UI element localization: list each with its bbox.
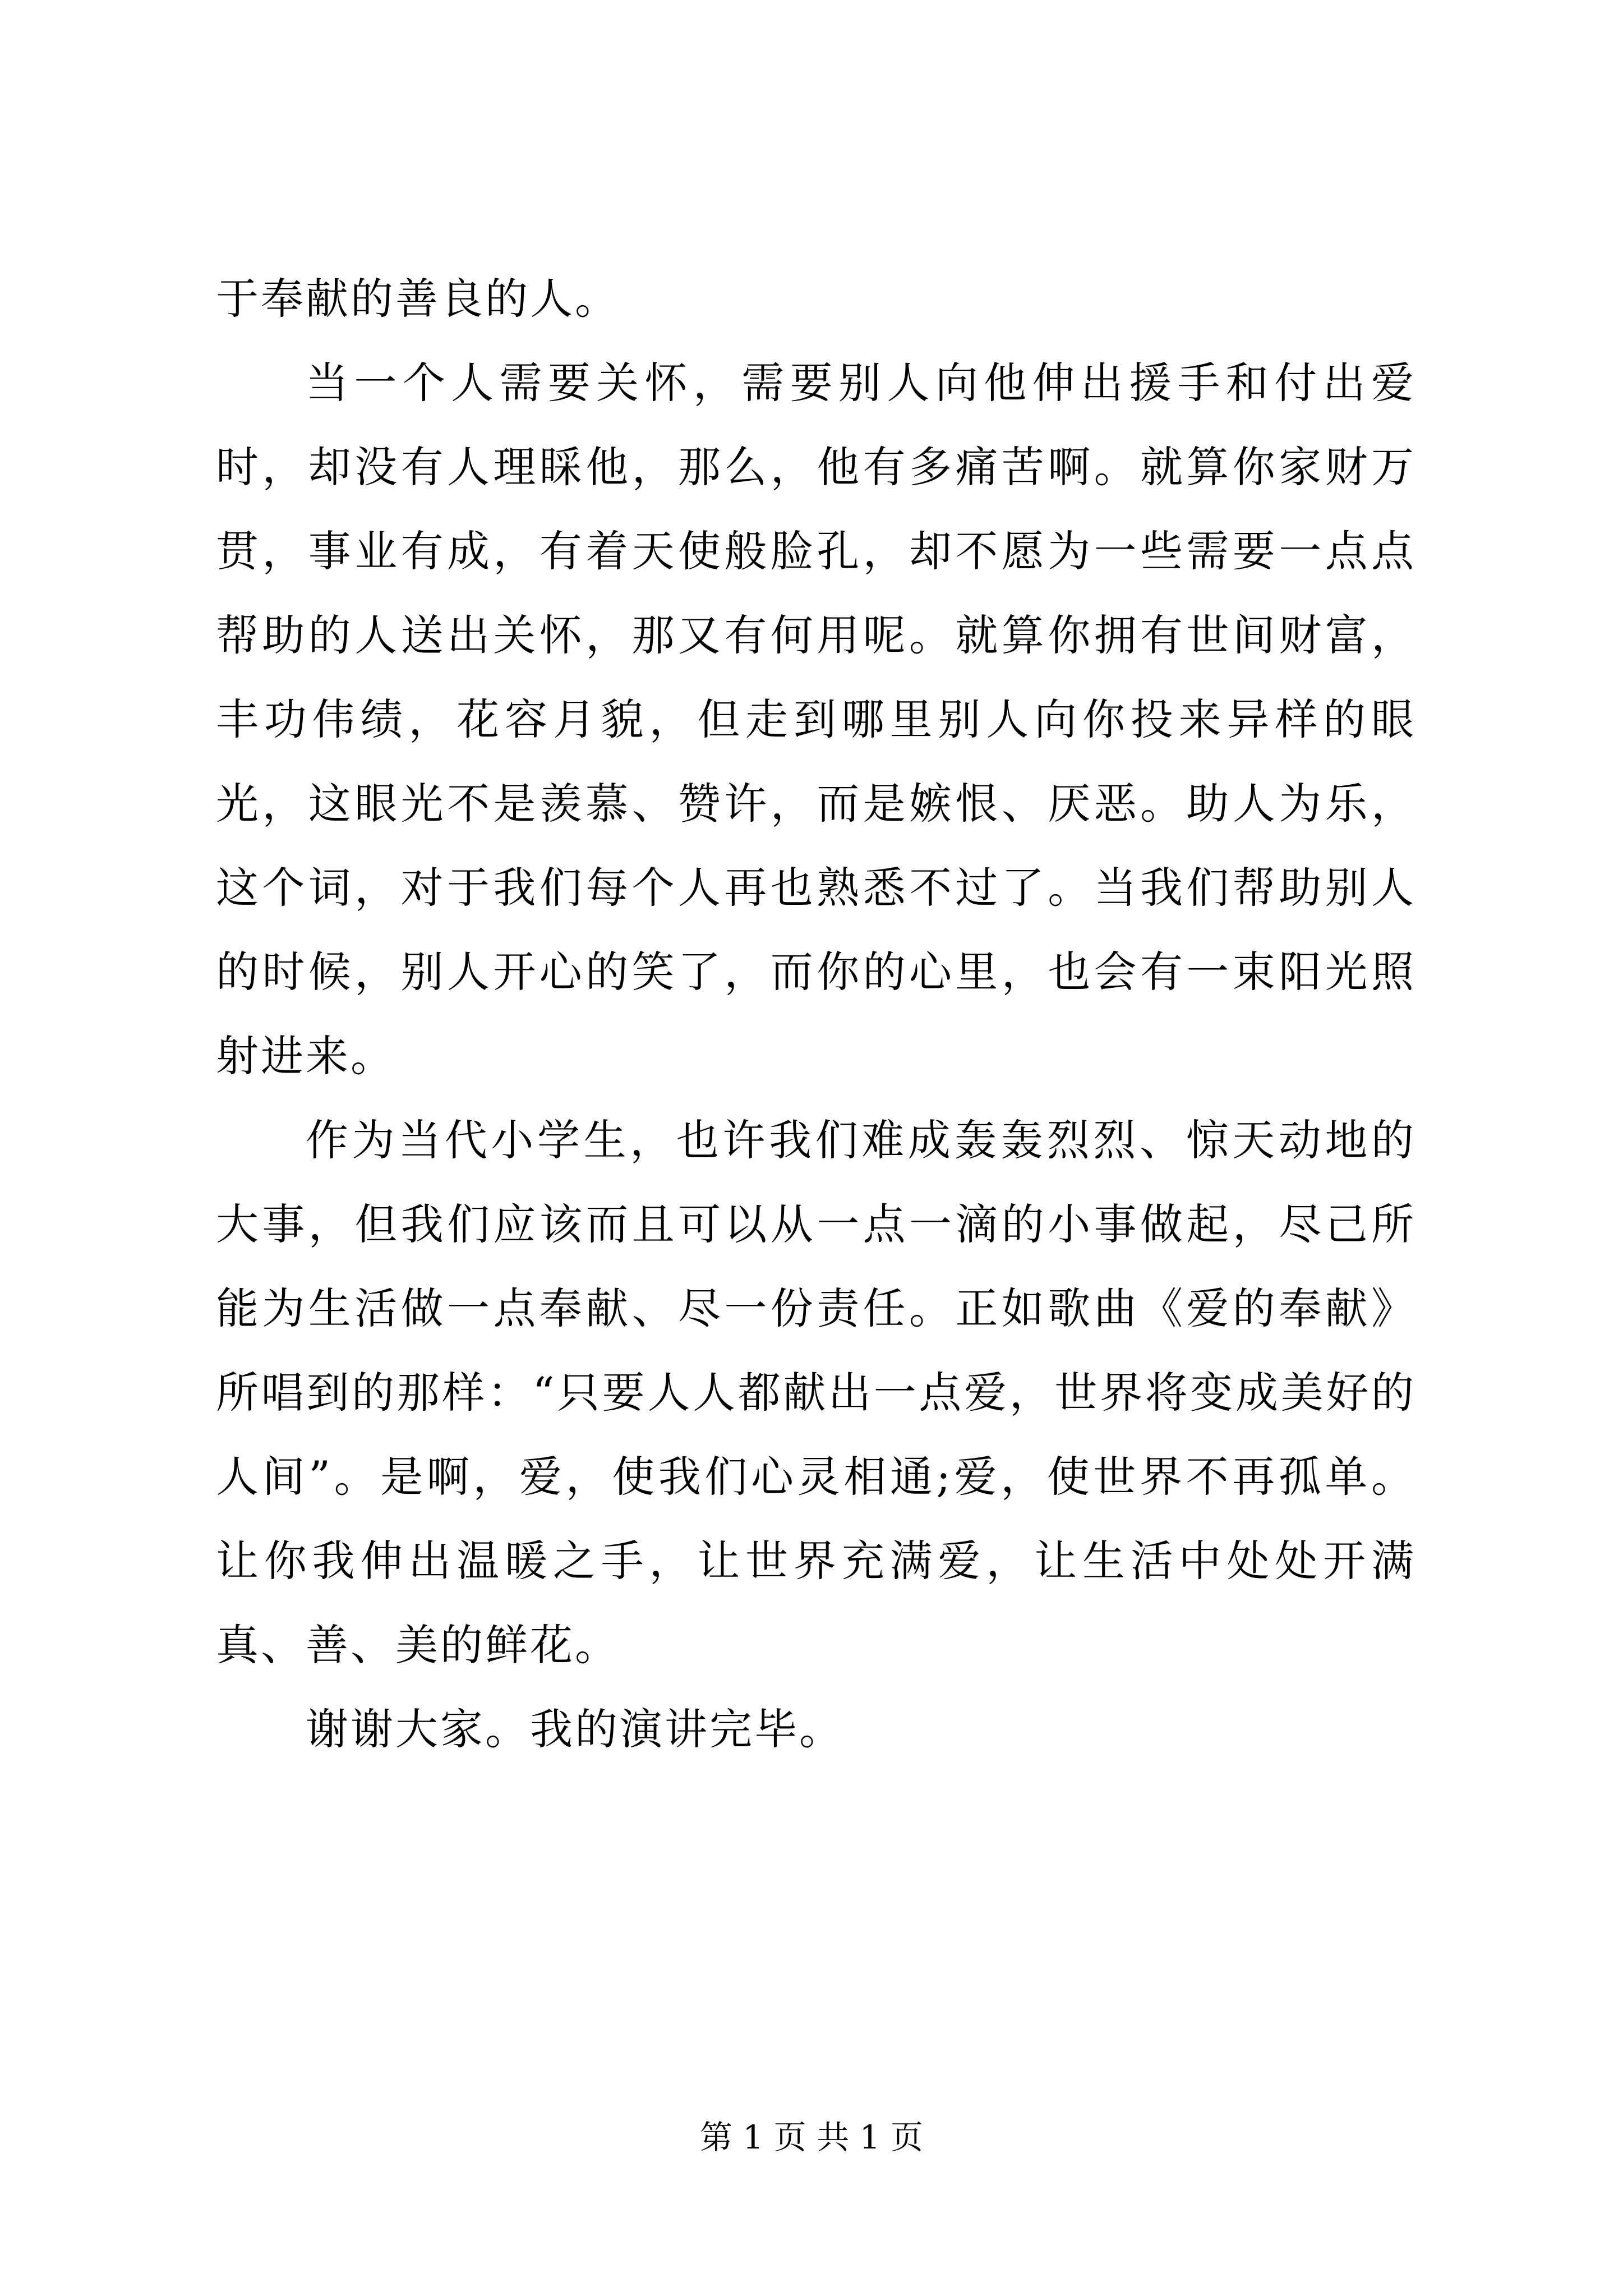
page-footer: 第 1 页 共 1 页 [700, 2118, 923, 2156]
document-body [216, 257, 1416, 1772]
paragraph-closing: 谢谢大家。我的演讲完毕。 [306, 1704, 844, 1754]
paragraph-continuation: 于奉献的善良的人。 [216, 274, 620, 324]
paragraph-student-duty: 作为当代小学生，也许我们难成轰轰烈烈、惊天动地的大事，但我们应该而且可以从一点一滴的小事做起，尽己所能为生活做一点奉献、尽一份责任。正如歌曲《爱的奉献》所唱到的那样：“只要人人都献出一点爱，世界将变成美好的人间”。是啊，爱，使我们心灵相通;爱，使世界不再孤单。让你我伸出温暖之手，让世界充满爱，让生活中处处开满真、善、美的鲜花。 [216, 1115, 1416, 1670]
paragraph-caring: 当一个人需要关怀，需要别人向他伸出援手和付出爱时，却没有人理睬他，那么，他有多痛苦啊。就算你家财万贯，事业有成，有着天使般脸孔，却不愿为一些需要一点点帮助的人送出关怀，那又有何用呢。就算你拥有世间财富，丰功伟绩，花容月貌，但走到哪里别人向你投来异样的眼光，这眼光不是羡慕、赞许，而是嫉恨、厌恶。助人为乐，这个词，对于我们每个人再也熟悉不过了。当我们帮助别人的时候，别人开心的笑了，而你的心里，也会有一束阳光照射进来。 [216, 358, 1416, 1081]
